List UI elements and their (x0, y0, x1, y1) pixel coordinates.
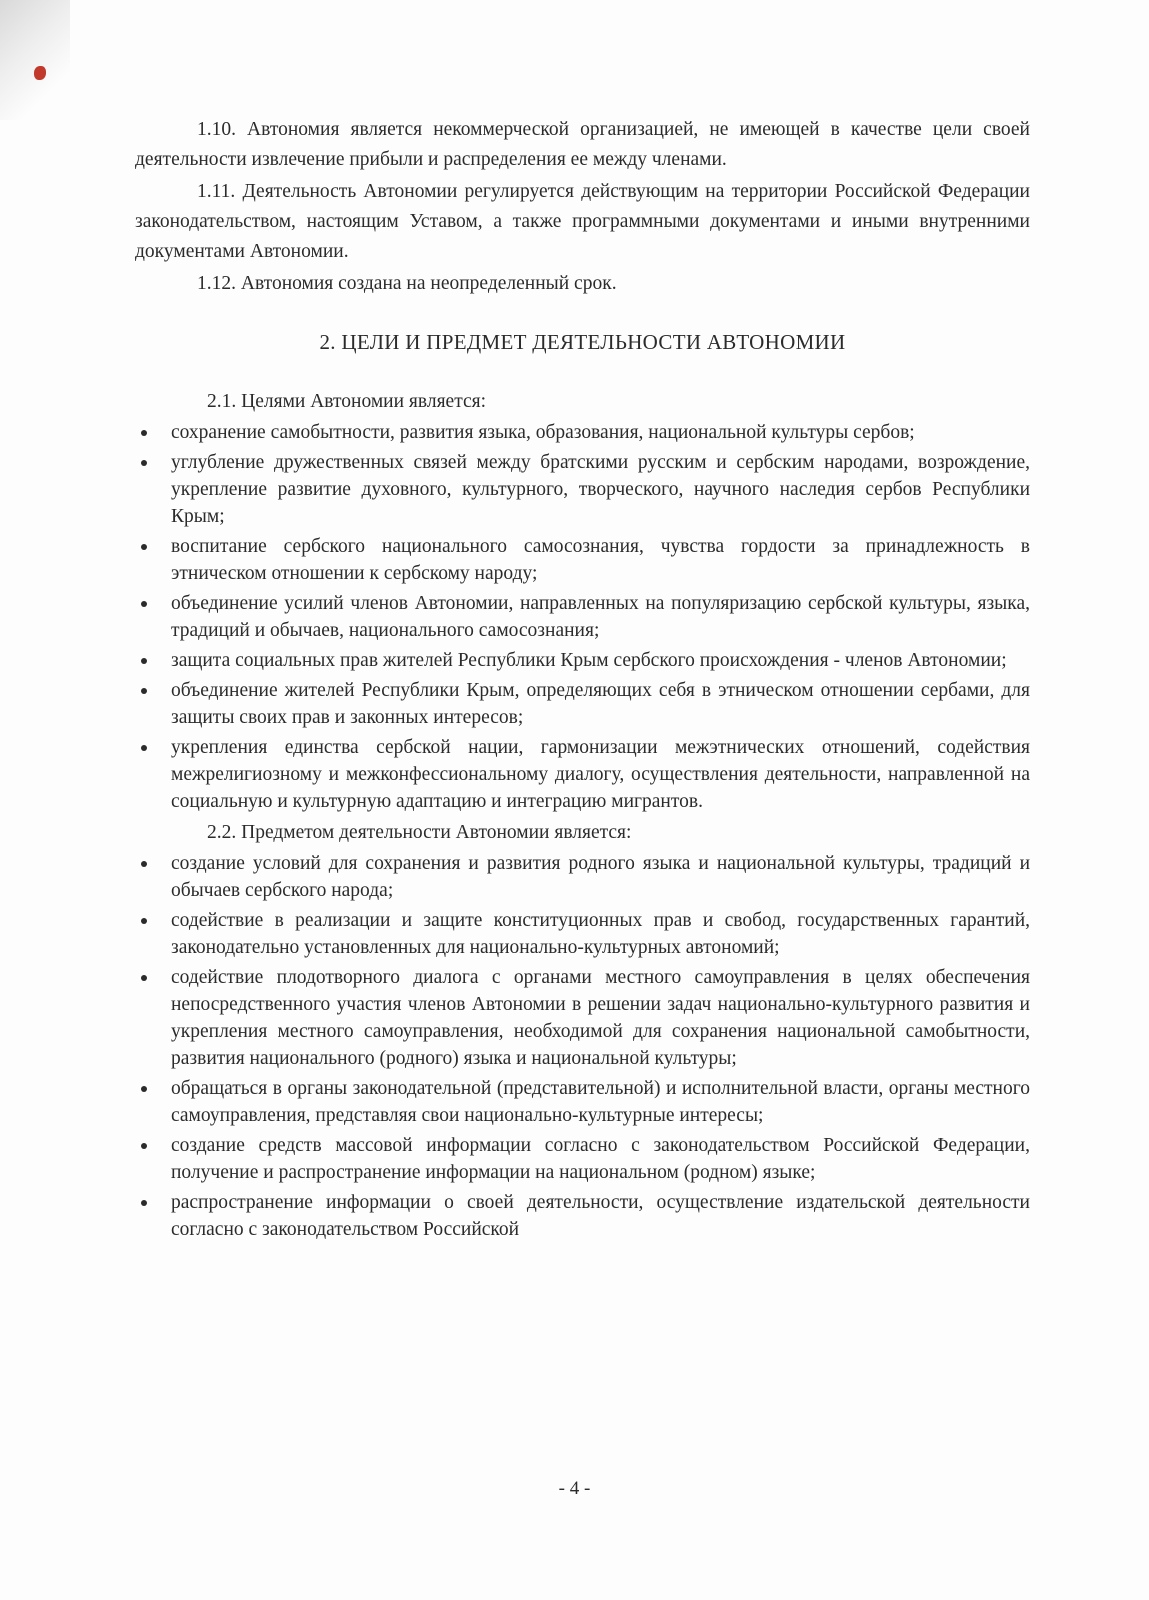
paragraph-1-10: 1.10. Автономия является некоммерческой организацией, не имеющей в качестве цели своей деятельности извлечение прибыли и распределения ее между членами. (135, 119, 1030, 170)
bullet-icon (141, 658, 147, 664)
list-item: обращаться в органы законодательной (представительной) и исполнительной власти, органы местного самоуправления, представляя свои национально-культурные интересы; (135, 1075, 1030, 1129)
list-item: содействие в реализации и защите конституционных прав и свобод, государственных гарантий, законодательно установленных для национально-культурных автономий; (135, 907, 1030, 961)
bullet-icon (141, 918, 147, 924)
bullet-icon (141, 460, 147, 466)
section-heading: 2. ЦЕЛИ И ПРЕДМЕТ ДЕЯТЕЛЬНОСТИ АВТОНОМИИ (319, 330, 846, 354)
bullet-icon (141, 544, 147, 550)
paragraph-1-12: 1.12. Автономия создана на неопределенный срок. (197, 273, 617, 294)
list-item: углубление дружественных связей между братскими русским и сербским народами, возрождение, укрепление развитие духовного, культурного, творческого, научного наследия сербов Республики Крым; (135, 449, 1030, 530)
document-body (135, 115, 1030, 1246)
bullet-icon (141, 745, 147, 751)
bullet-icon (141, 861, 147, 867)
list-item: сохранение самобытности, развития языка, образования, национальной культуры сербов; (135, 419, 1030, 446)
bullet-icon (141, 688, 147, 694)
list-item: защита социальных прав жителей Республики Крым сербского происхождения - членов Автономии; (135, 647, 1030, 674)
bullet-icon (141, 1200, 147, 1206)
page-number: - 4 - (558, 1478, 591, 1499)
bullet-icon (141, 430, 147, 436)
list-item: создание средств массовой информации согласно с законодательством Российской Федерации, получение и распространение информации на национальном (родном) языке; (135, 1132, 1030, 1186)
bullet-icon (141, 975, 147, 981)
subject-intro: 2.2. Предметом деятельности Автономии является: (207, 822, 632, 843)
paragraph-1-11: 1.11. Деятельность Автономии регулируется действующим на территории Российской Федерации законодательством, настоящим Уставом, а также программными документами и иными внутренними документами Автономии. (135, 181, 1030, 262)
bullet-icon (141, 1143, 147, 1149)
list-item: создание условий для сохранения и развития родного языка и национальной культуры, традиций и обычаев сербского народа; (135, 850, 1030, 904)
bullet-icon (141, 1086, 147, 1092)
red-mark (34, 66, 46, 80)
list-item: воспитание сербского национального самосознания, чувства гордости за принадлежность в этническом отношении к сербскому народу; (135, 533, 1030, 587)
list-item: объединение жителей Республики Крым, определяющих себя в этническом отношении сербами, для защиты своих прав и законных интересов; (135, 677, 1030, 731)
list-item: укрепления единства сербской нации, гармонизации межэтнических отношений, содействия межрелигиозному и межконфессиональному диалогу, осуществления деятельности, направленной на социальную и культурную адаптацию и интеграцию мигрантов. (135, 734, 1030, 815)
page-corner-shadow (0, 0, 70, 120)
bullet-icon (141, 601, 147, 607)
goals-list (135, 419, 1030, 815)
list-item: объединение усилий членов Автономии, направленных на популяризацию сербской культуры, языка, традиций и обычаев, национального самосознания; (135, 590, 1030, 644)
subject-list (135, 850, 1030, 1243)
list-item: содействие плодотворного диалога с органами местного самоуправления в целях обеспечения непосредственного участия членов Автономии в решении задач национально-культурного развития и укрепления местного самоуправления, необходимой для сохранения национальной самобытности, развития национального (родного) языка и национальной культуры; (135, 964, 1030, 1072)
list-item: распространение информации о своей деятельности, осуществление издательской деятельности согласно с законодательством Российской (135, 1189, 1030, 1243)
goals-intro: 2.1. Целями Автономии является: (207, 391, 487, 412)
